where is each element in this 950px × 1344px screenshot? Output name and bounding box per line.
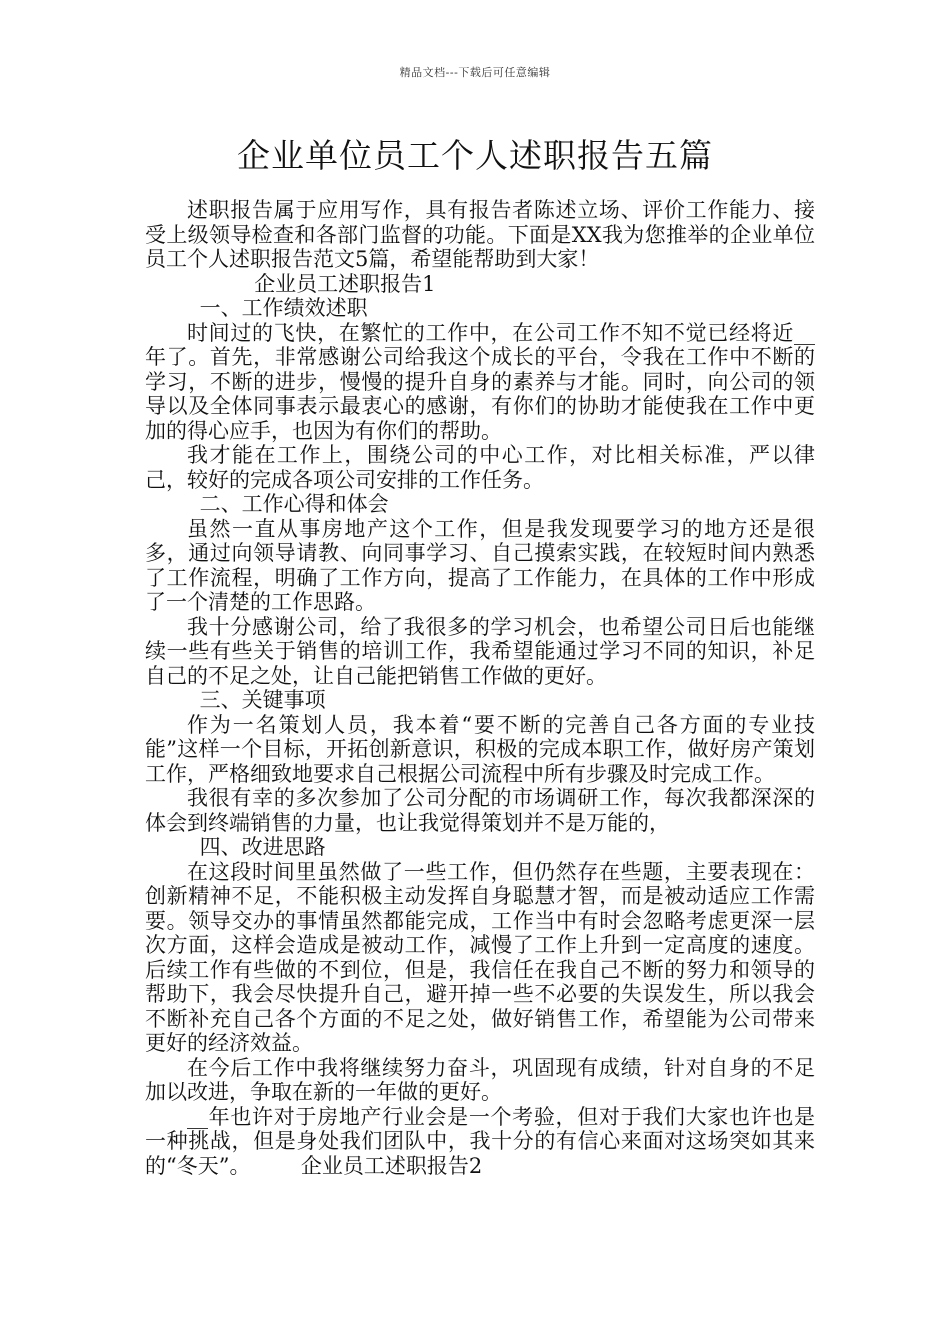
body-paragraph: 虽然一直从事房地产这个工作，但是我发现要学习的地方还是很多，通过向领导请教、向同事学习、自己摸索实践，在较短时间内熟悉了工作流程，明确了工作方向，提高了工作能力，在具体的工作中形成了一个清楚的工作思路。 [145,516,815,614]
header-note: 精品文档---下载后可任意编辑 [399,66,551,79]
body-paragraph: 我很有幸的多次参加了公司分配的市场调研工作，每次我都深深的体会到终端销售的力量，也让我觉得策划并不是万能的， [145,786,815,835]
body-paragraph: 我十分感谢公司，给了我很多的学习机会，也希望公司日后也能继续一些有些关于销售的培训工作，我希望能通过学习不同的知识，补足自己的不足之处，让自己能把销售工作做的更好。 [145,614,815,688]
report-subtitle: 企业员工述职报告1 [254,271,436,296]
body-paragraph: 我才能在工作上，围绕公司的中心工作，对比相关标准，严以律己，较好的完成各项公司安排的工作任务。 [145,443,815,492]
intro-paragraph: 述职报告属于应用写作，具有报告者陈述立场、评价工作能力、接受上级领导检查和各部门监督的功能。下面是XX我为您推举的企业单位员工个人述职报告范文5篇，希望能帮助到大家！ [145,198,815,271]
section-heading: 二、工作心得和体会 [199,492,389,516]
body-paragraph: 作为一名策划人员，我本着“要不断的完善自己各方面的专业技能”这样一个目标，开拓创新意识，积极的完成本职工作，做好房产策划工作，严格细致地要求自己根据公司流程中所有步骤及时完成工作。 [145,712,815,786]
closing-paragraph [145,1105,815,1179]
section-heading: 四、改进思路 [199,835,326,859]
next-report-title: 企业员工述职报告2 [300,1153,483,1178]
section-heading: 三、关键事项 [199,688,326,712]
document-title: 企业单位员工个人述职报告五篇 [237,136,713,175]
section-heading: 一、工作绩效述职 [199,296,368,320]
document-body [145,198,815,1178]
body-paragraph: 在这段时间里虽然做了一些工作，但仍然存在些题，主要表现在：创新精神不足，不能积极主动发挥自身聪慧才智，而是被动适应工作需要。领导交办的事情虽然都能完成，工作当中有时会忽略考虑更深一层次方面，这样会造成是被动工作，减慢了工作上升到一定高度的速度。后续工作有些做的不到位，但是，我信任在我自己不断的努力和领导的帮助下，我会尽快提升自己，避开掉一些不必要的失误发生，所以我会不断补充自己各个方面的不足之处，做好销售工作，希望能为公司带来更好的经济效益。 [145,859,815,1055]
body-paragraph: 时间过的飞快，在繁忙的工作中，在公司工作不知不觉已经将近__年了。首先，非常感谢公司给我这个成长的平台，令我在工作中不断的学习，不断的进步，慢慢的提升自身的素养与才能。同时，向公司的领导以及全体同事表示最衷心的感谢，有你们的协助才能使我在工作中更加的得心应手，也因为有你们的帮助。 [145,320,815,443]
closing-text: __年也许对于房地产行业会是一个考验，但对于我们大家也许也是一种挑战，但是身处我们团队中，我十分的有信心来面对这场突如其来的“冬天”。 [145,1104,815,1178]
body-paragraph: 在今后工作中我将继续努力奋斗，巩固现有成绩，针对自身的不足加以改进，争取在新的一年做的更好。 [145,1055,815,1104]
